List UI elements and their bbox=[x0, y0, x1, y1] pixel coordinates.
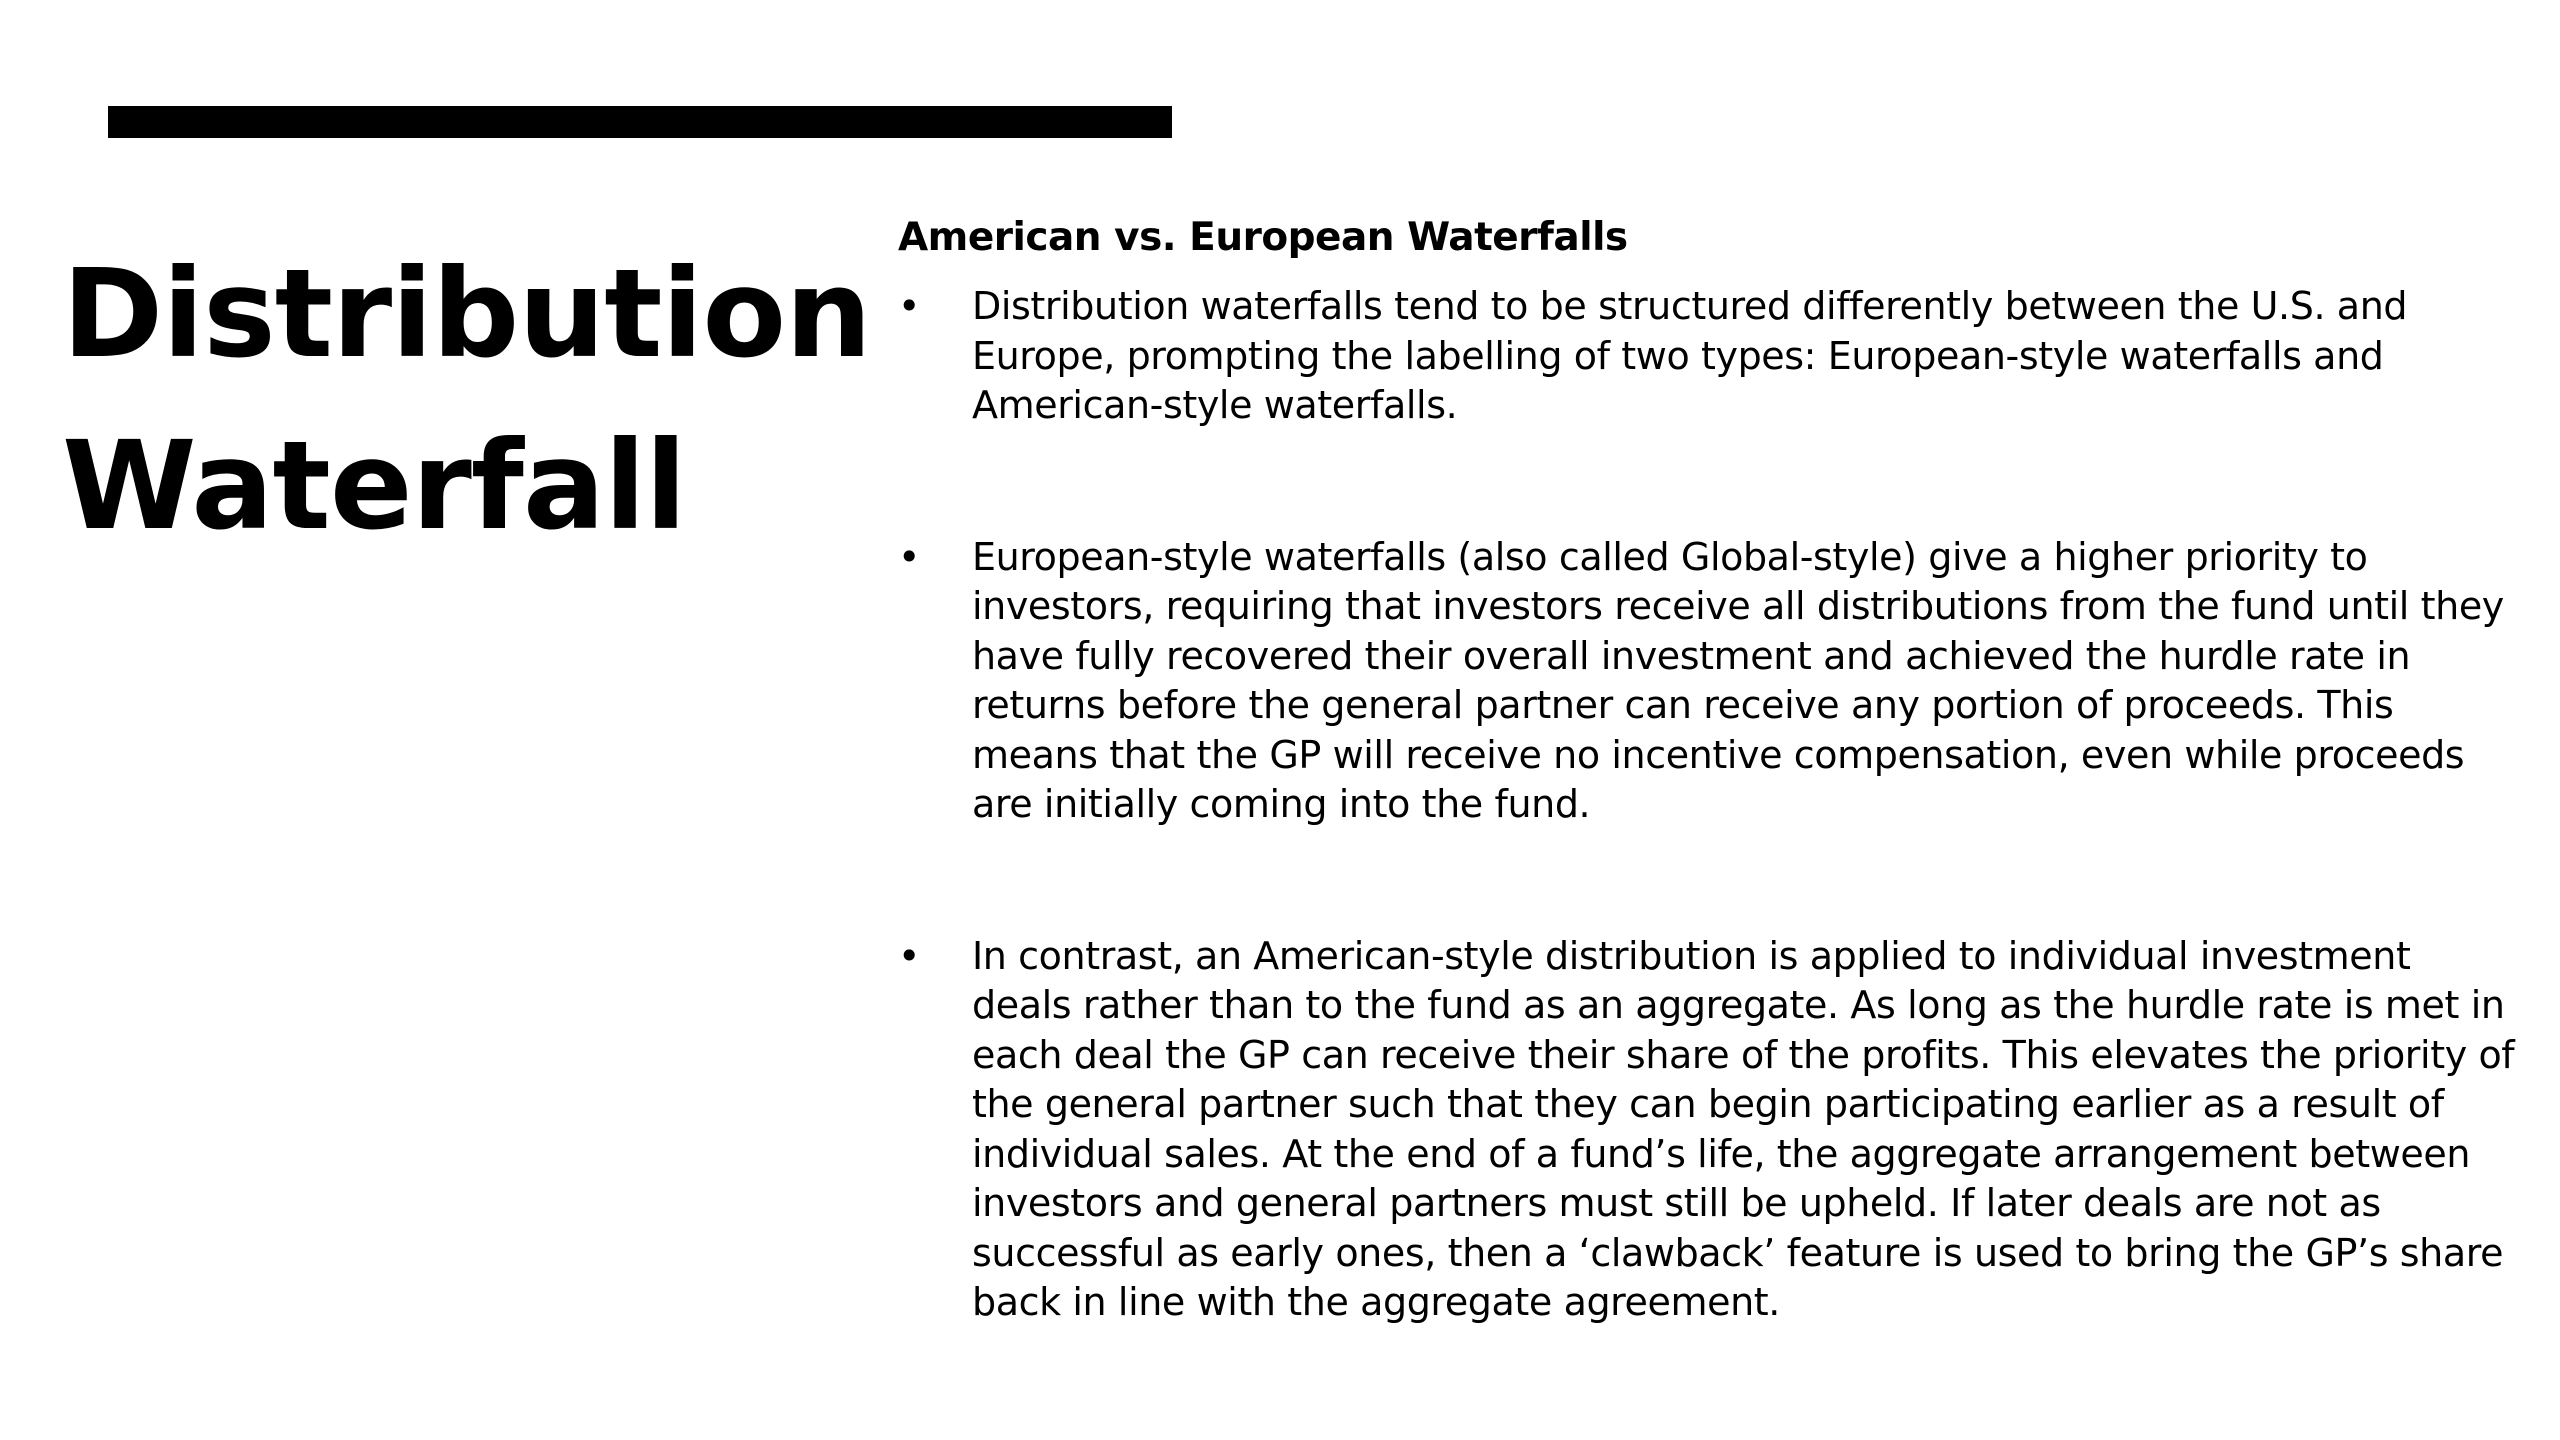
bullet-text: In contrast, an American-style distribution is applied to individual investment deals rather than to the fund as an aggregate. As long as the hurdle rate is met in each deal the GP can receive their share of the profits. This elevates the priority of the general partner such that they can begin participating earlier as a result of individual sales. At the end of a fund’s life, the aggregate arrangement between investors and general partners must still be upheld. If later deals are not as successful as early ones, then a ‘clawback’ feature is used to bring the GP’s share back in line with the aggregate agreement. bbox=[972, 933, 2515, 1324]
bullet-list bbox=[898, 282, 2518, 1328]
slide-content bbox=[898, 208, 2518, 1328]
bullet-marker: • bbox=[898, 284, 921, 328]
bullet-marker: • bbox=[898, 534, 921, 579]
slide-title-line-2: Waterfall bbox=[62, 415, 686, 557]
slide-title bbox=[62, 228, 871, 572]
slide-title-line-1: Distribution bbox=[62, 243, 871, 385]
bullet-item-us-vs-europe bbox=[898, 282, 2518, 431]
bullet-marker: • bbox=[898, 933, 921, 978]
section-subheading: American vs. European Waterfalls bbox=[898, 215, 1628, 260]
bullet-item-european-style bbox=[898, 533, 2518, 830]
bullet-text: European-style waterfalls (also called Global-style) give a higher priority to investors, requiring that investors receive all distributions from the fund until they have fully recovered their overall investment and achieved the hurdle rate in returns before the general partner can receive any portion of proceeds. This means that the GP will receive no incentive compensation, even while proceeds are initially coming into the fund. bbox=[972, 534, 2504, 826]
bullet-item-american-style bbox=[898, 932, 2518, 1328]
bullet-text: Distribution waterfalls tend to be structured differently between the U.S. and Europe, prompting the labelling of two types: European-style waterfalls and American-style waterfalls. bbox=[972, 284, 2408, 427]
title-accent-bar bbox=[108, 106, 1172, 138]
